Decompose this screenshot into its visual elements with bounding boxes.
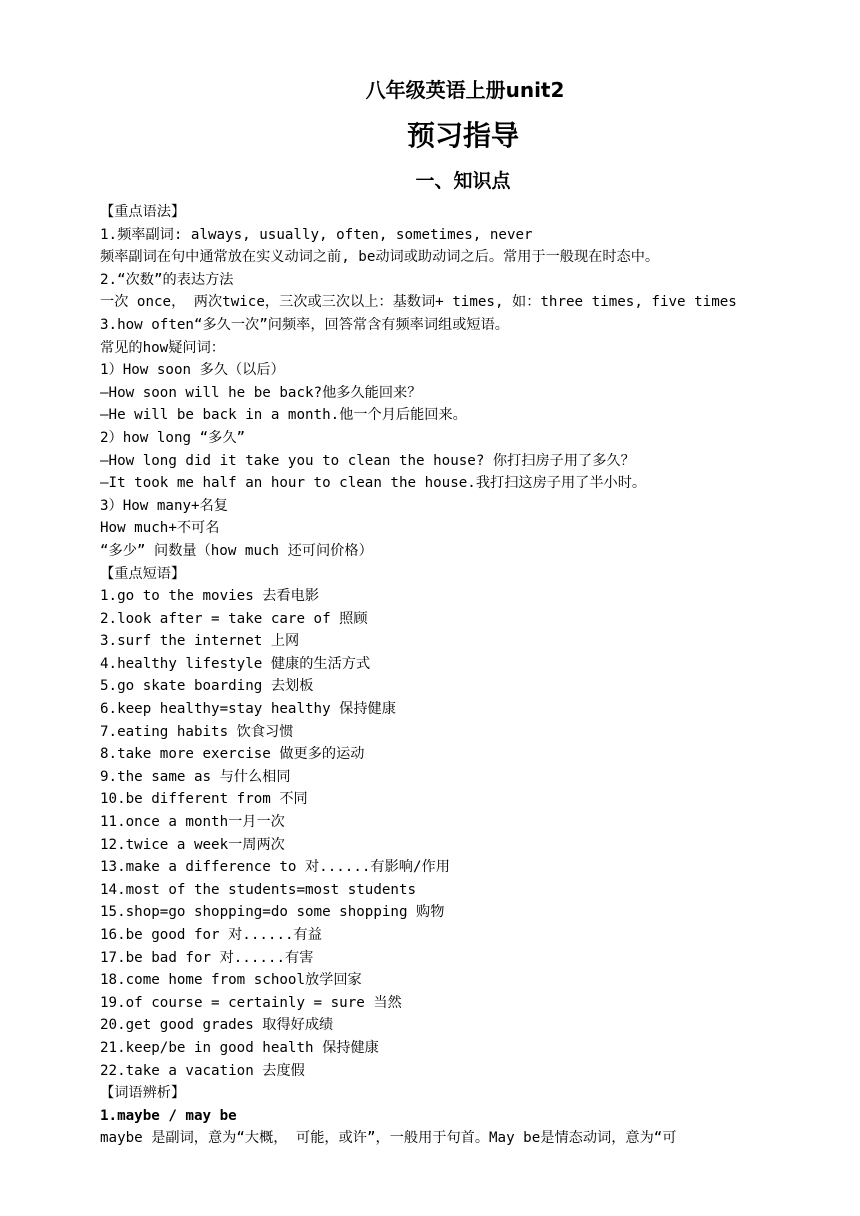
text-line: 常见的how疑问词： [100, 339, 225, 356]
text-line: 1.maybe / may be [100, 1107, 237, 1124]
document-body [100, 201, 820, 1150]
text-line: “多少” 问数量（how much 还可问价格） [100, 542, 373, 559]
text-line: 22.take a vacation 去度假 [100, 1062, 305, 1079]
text-line: 一次 once， 两次twice，三次或三次以上：基数词+ times, 如：three times, five times [100, 294, 737, 311]
text-line: 3.surf the internet 上网 [100, 633, 300, 650]
text-line: 9.the same as 与什么相同 [100, 768, 291, 785]
text-line: 频率副词在句中通常放在实义动词之前, be动词或助动词之后。常用于一般现在时态中。 [100, 249, 660, 266]
text-line: 2.look after = take care of 照顾 [100, 610, 368, 627]
text-line: —He will be back in a month.他一个月后能回来。 [100, 407, 467, 424]
text-line: 3.how often“多久一次”问频率，回答常含有频率词组或短语。 [100, 316, 509, 333]
document-subtitle: 预习指导 [406, 119, 519, 152]
text-line: maybe 是副词，意为“大概， 可能，或许”，一般用于句首。May be是情态动词，意为“可 [100, 1130, 677, 1147]
text-line: How much+不可名 [100, 520, 220, 537]
text-line: 1.频率副词: always, usually, often, sometimes, never [100, 226, 533, 243]
text-line: 1）How soon 多久（以后） [100, 362, 285, 379]
text-line: 2.“次数”的表达方法 [100, 271, 234, 288]
text-line: 2）how long “多久” [100, 429, 246, 446]
text-line: 19.of course = certainly = sure 当然 [100, 994, 402, 1011]
document-title: 八年级英语上册unit2 [365, 78, 565, 102]
text-line: 18.come home from school放学回家 [100, 972, 362, 989]
text-line: 16.be good for 对......有益 [100, 927, 322, 943]
text-line: 13.make a difference to 对......有影响/作用 [100, 859, 450, 876]
text-line: 【重点语法】 [100, 204, 186, 220]
text-line: —It took me half an hour to clean the house.我打扫这房子用了半小时。 [100, 475, 647, 492]
section-heading: 一、知识点 [415, 170, 511, 192]
text-line: 【词语辨析】 [100, 1085, 186, 1102]
text-line: 3）How many+名复 [100, 497, 228, 514]
text-line: —How soon will he be back?他多久能回来？ [100, 384, 422, 401]
text-line: 20.get good grades 取得好成绩 [100, 1017, 334, 1034]
text-line: 4.healthy lifestyle 健康的生活方式 [100, 655, 371, 672]
text-line: 14.most of the students=most students [100, 881, 417, 898]
text-line: 8.take more exercise 做更多的运动 [100, 746, 365, 763]
text-line: 5.go skate boarding 去划板 [100, 678, 314, 695]
text-line: 17.be bad for 对......有害 [100, 949, 314, 966]
text-line: 【重点短语】 [100, 565, 186, 582]
text-line: 1.go to the movies 去看电影 [100, 588, 320, 605]
text-line: 15.shop=go shopping=do some shopping 购物 [100, 904, 445, 921]
text-line: 12.twice a week一周两次 [100, 836, 285, 853]
text-line: —How long did it take you to clean the house? 你打扫房子用了多久？ [100, 452, 635, 469]
text-line: 11.once a month一月一次 [100, 814, 285, 831]
text-line: 7.eating habits 饮食习惯 [100, 723, 294, 740]
text-line: 21.keep/be in good health 保持健康 [100, 1039, 379, 1056]
text-line: 6.keep healthy=stay healthy 保持健康 [100, 701, 396, 718]
text-line: 10.be different from 不同 [100, 791, 308, 808]
